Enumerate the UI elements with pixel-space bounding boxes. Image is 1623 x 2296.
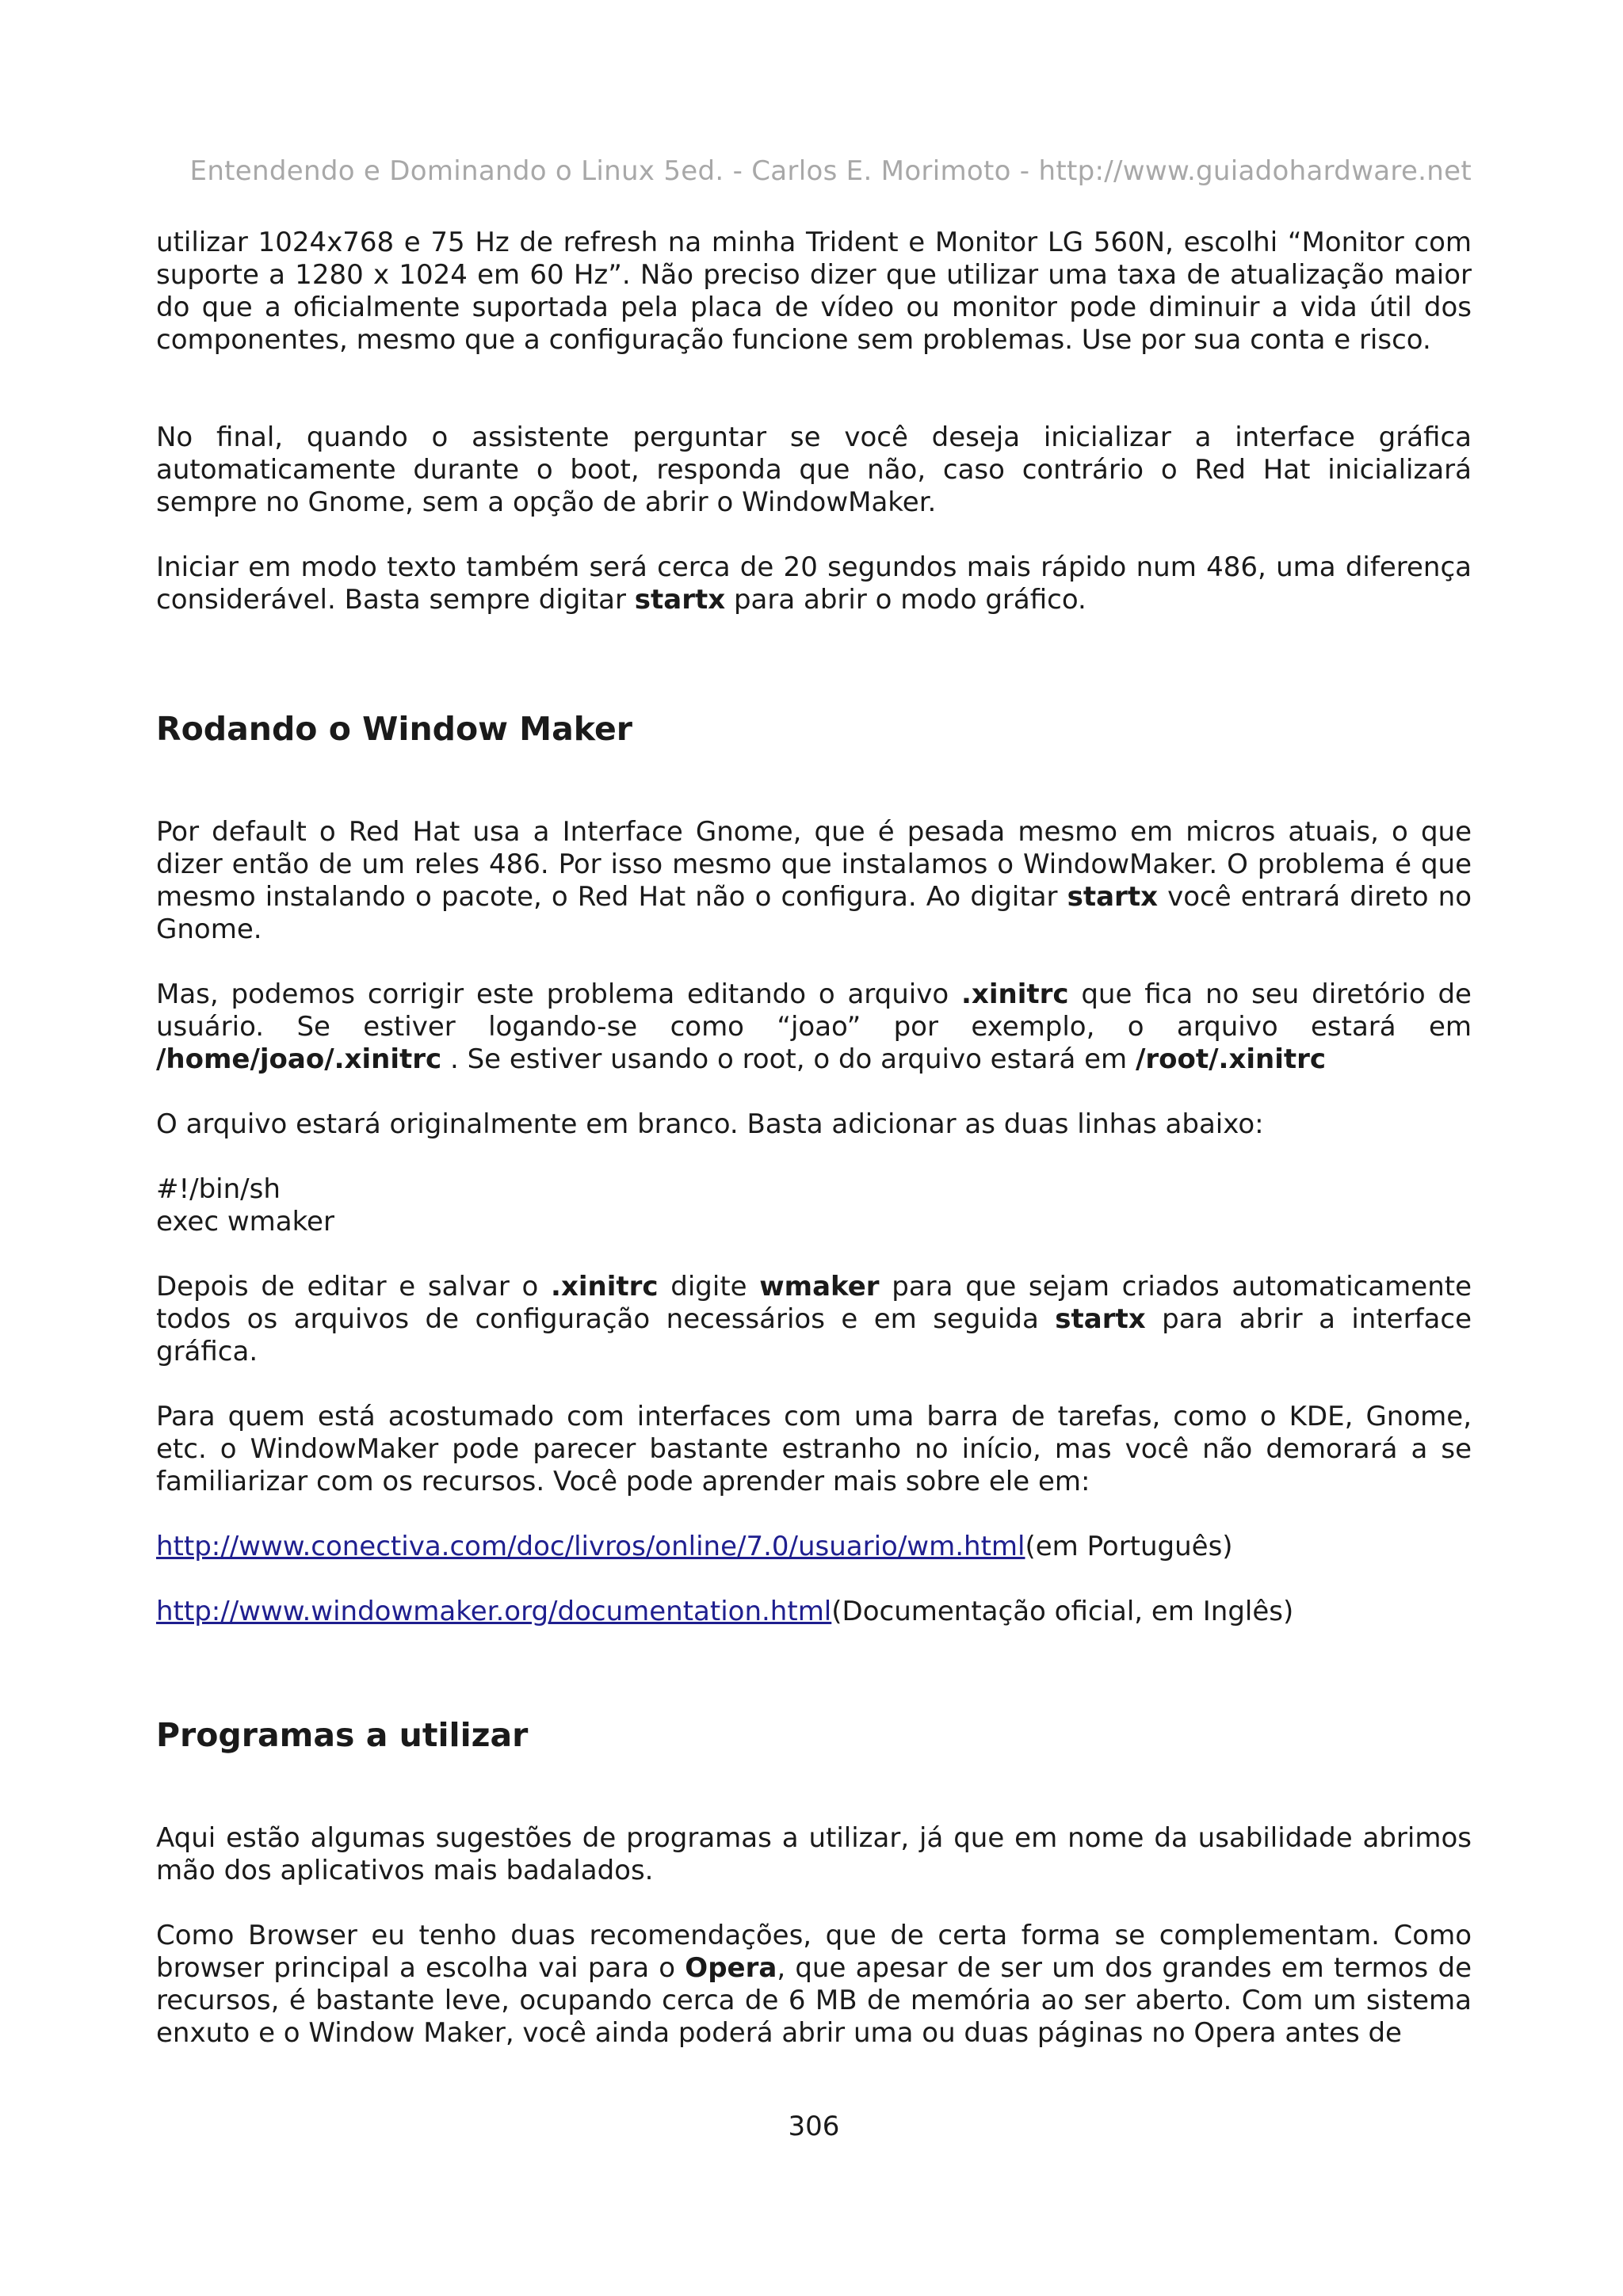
running-header: Entendendo e Dominando o Linux 5ed. - Carlos E. Morimoto - http://www.guiadohardware.net [189, 155, 1472, 187]
path-home-joao-xinitrc: /home/joao/.xinitrc [156, 1043, 442, 1075]
path-root-xinitrc: /root/.xinitrc [1135, 1043, 1327, 1075]
text-segment: Como Browser eu tenho duas recomendações, que de certa forma se complementam. Como browser principal a escolha vai para o [156, 1920, 1472, 1984]
link-line-windowmaker [156, 1596, 1472, 1628]
paragraph-monitor-refresh: utilizar 1024x768 e 75 Hz de refresh na minha Trident e Monitor LG 560N, escolhi “Monitor com suporte a 1280 x 1024 em 60 Hz”. Não preciso dizer que utilizar uma taxa de atualização maior do que a oficialmente suportada pela placa de vídeo ou monitor pode diminuir a vida útil dos componentes, mesmo que a configuração funcione sem problemas. Use por sua conta e risco. [156, 227, 1472, 356]
paragraph-boot-option: No final, quando o assistente perguntar se você deseja inicializar a interface gráfica automaticamente durante o boot, responda que não, caso contrário o Red Hat inicializará sempre no Gnome, sem a opção de abrir o WindowMaker. [156, 421, 1472, 518]
paragraph-program-suggestions: Aqui estão algumas sugestões de programas a utilizar, já que em nome da usabilidade abrimos mão dos aplicativos mais badalados. [156, 1822, 1472, 1886]
text-segment: Mas, podemos corrigir este problema editando o arquivo [156, 978, 961, 1010]
section-heading-window-maker: Rodando o Window Maker [156, 710, 632, 748]
text-segment: . Se estiver usando o root, o do arquivo estará em [441, 1043, 1136, 1075]
page-number: 306 [788, 2111, 840, 2142]
link-line-conectiva [156, 1531, 1472, 1563]
code-line-shebang: #!/bin/sh [156, 1173, 281, 1205]
section-heading-programs: Programas a utilizar [156, 1716, 529, 1754]
program-opera: Opera [685, 1952, 777, 1984]
text-segment: Por default o Red Hat usa a Interface Gnome, que é pesada mesmo em micros atuais, o que dizer então de um reles 486. Por isso mesmo que instalamos o WindowMaker. O problema é que mesmo instalando o pacote, o Red Hat não o configura. Ao digitar [156, 816, 1472, 913]
command-startx: startx [1055, 1303, 1146, 1335]
text-segment: para abrir o modo gráfico. [725, 584, 1086, 616]
paragraph-blank-file: O arquivo estará originalmente em branco. Basta adicionar as duas linhas abaixo: [156, 1108, 1264, 1140]
command-startx: startx [1067, 881, 1159, 913]
file-xinitrc: .xinitrc [960, 978, 1069, 1010]
text-segment: Depois de editar e salvar o [156, 1271, 552, 1302]
conectiva-wm-link[interactable]: http://www.conectiva.com/doc/livros/online/7.0/usuario/wm.html [156, 1531, 1025, 1562]
text-segment: digite [658, 1271, 760, 1302]
text-segment: , que apesar de ser um dos grandes em termos de recursos, é bastante leve, ocupando cerca de 6 MB de memória ao ser aberto. Com um sistema enxuto e o Window Maker, você ainda poderá abrir uma ou duas páginas no Opera antes de [156, 1952, 1472, 2049]
command-wmaker: wmaker [759, 1271, 880, 1302]
file-xinitrc: .xinitrc [551, 1271, 659, 1302]
text-segment: você entrará direto no Gnome. [156, 881, 1472, 945]
code-line-exec: exec wmaker [156, 1206, 334, 1238]
text-segment: que fica no seu diretório de usuário. Se estiver logando-se como “joao” por exemplo, o arquivo estará em [156, 978, 1472, 1043]
text-segment: para que sejam criados automaticamente todos os arquivos de configuração necessários e em seguida [156, 1271, 1472, 1335]
paragraph-after-editing [156, 1271, 1472, 1368]
text-segment: para abrir a interface gráfica. [156, 1303, 1472, 1367]
paragraph-default-gnome [156, 816, 1472, 946]
link-note: (Documentação oficial, em Inglês) [831, 1596, 1294, 1627]
text-segment: Iniciar em modo texto também será cerca de 20 segundos mais rápido num 486, uma diferença considerável. Basta sempre digitar [156, 551, 1472, 616]
code-snippet [156, 1173, 1472, 1238]
windowmaker-docs-link[interactable]: http://www.windowmaker.org/documentation.html [156, 1596, 832, 1627]
command-startx: startx [634, 584, 726, 616]
paragraph-browser-opera [156, 1920, 1472, 2050]
paragraph-xinitrc [156, 978, 1472, 1076]
link-note: (em Português) [1025, 1531, 1233, 1562]
paragraph-taskbar-users: Para quem está acostumado com interfaces com uma barra de tarefas, como o KDE, Gnome, etc. o WindowMaker pode parecer bastante estranho no início, mas você não demorará a se familiarizar com os recursos. Você pode aprender mais sobre ele em: [156, 1401, 1472, 1497]
paragraph-text-mode [156, 551, 1472, 616]
